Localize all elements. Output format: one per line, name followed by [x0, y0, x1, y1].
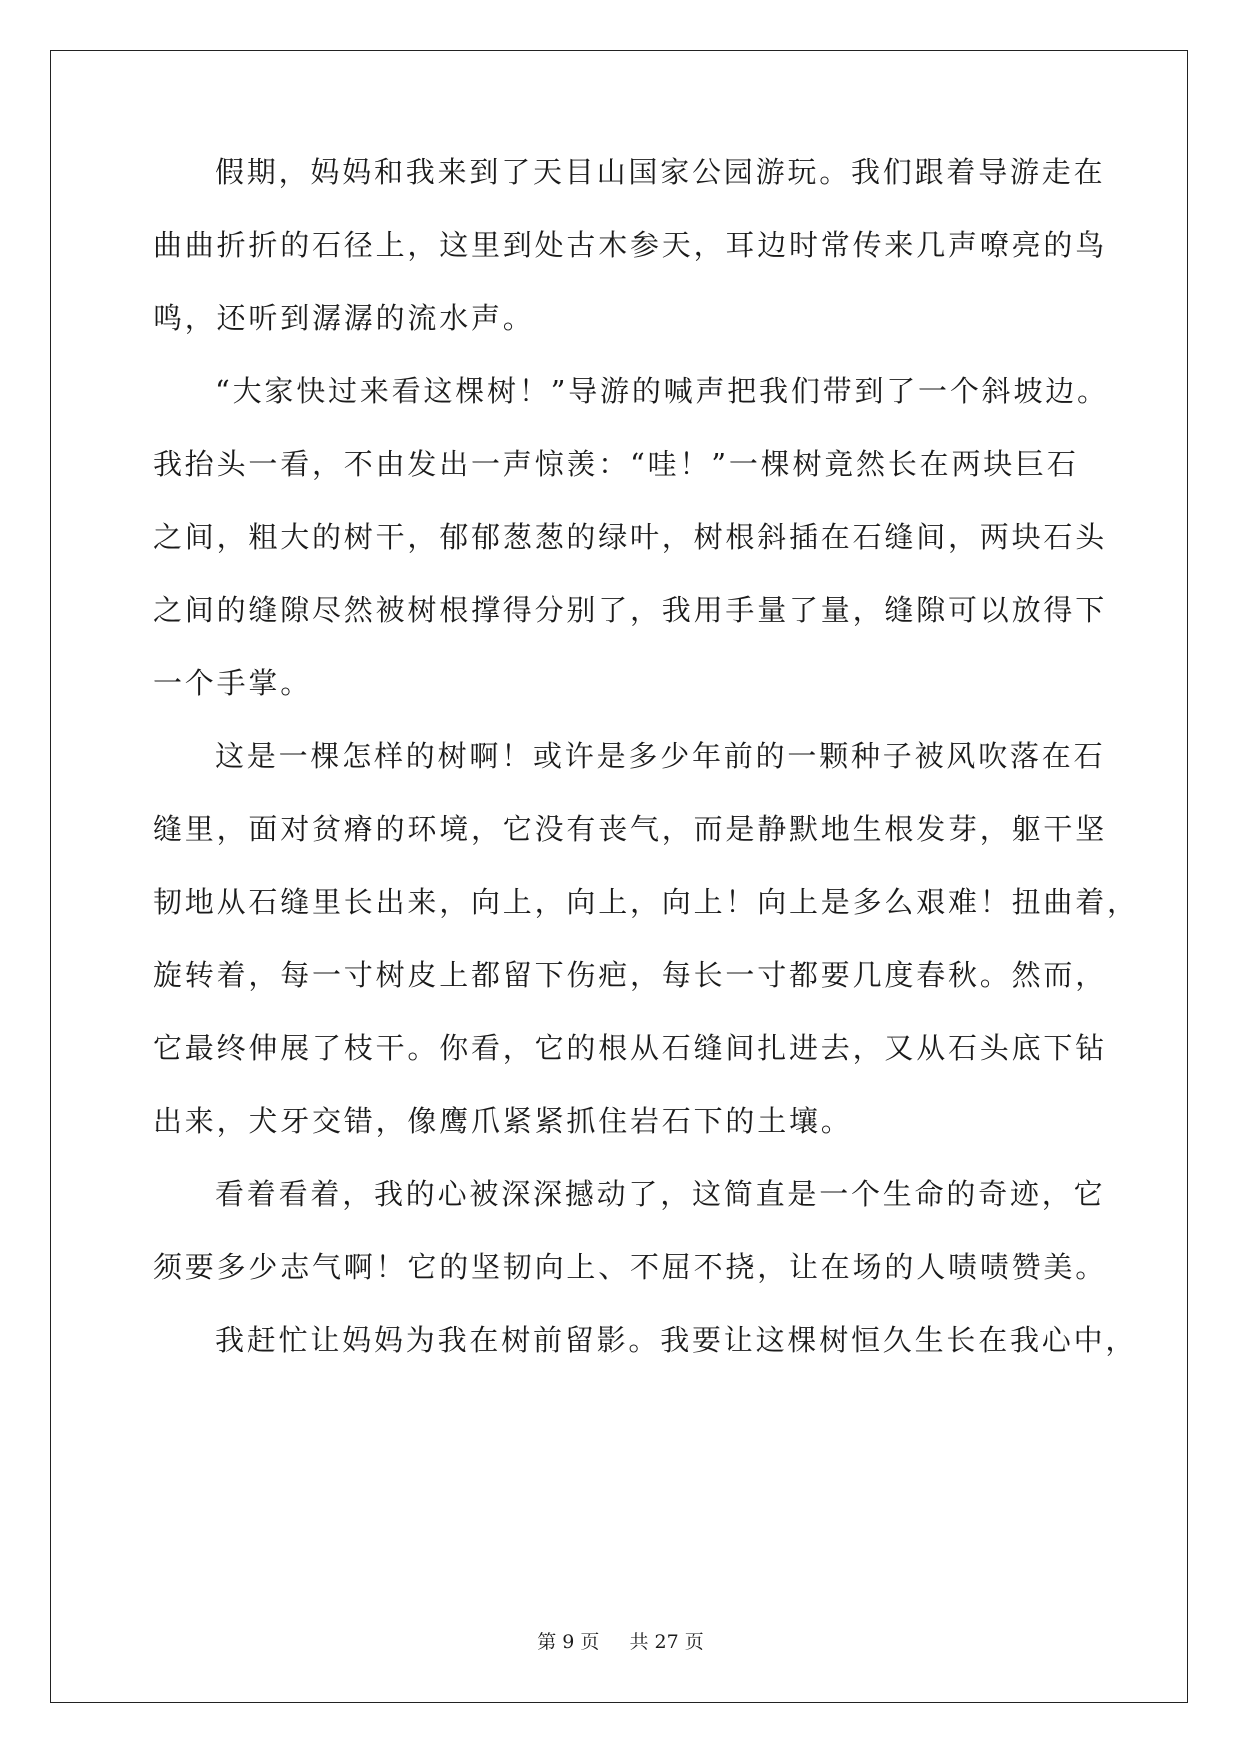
paragraph-line: 假期，妈妈和我来到了天目山国家公园游玩。我们跟着导游走在 [215, 155, 1106, 189]
paragraph-line: 鸣，还听到潺潺的流水声。 [153, 301, 535, 335]
paragraph-line: 看着看着，我的心被深深撼动了，这简直是一个生命的奇迹，它 [215, 1177, 1106, 1211]
page-number: 第 9 页 [537, 1631, 600, 1653]
paragraph-line: 韧地从石缝里长出来，向上，向上，向上！向上是多么艰难！扭曲着， [153, 885, 1139, 919]
paragraph-line: 缝里，面对贫瘠的环境，它没有丧气，而是静默地生根发芽，躯干坚 [153, 812, 1108, 846]
paragraph-line: 这是一棵怎样的树啊！或许是多少年前的一颗种子被风吹落在石 [215, 739, 1106, 773]
paragraph-line: 它最终伸展了枝干。你看，它的根从石缝间扎进去，又从石头底下钻 [153, 1031, 1108, 1065]
paragraph-line: 之间的缝隙尽然被树根撑得分别了，我用手量了量，缝隙可以放得下 [153, 593, 1108, 627]
paragraph-line: 出来，犬牙交错，像鹰爪紧紧抓住岩石下的土壤。 [153, 1104, 853, 1138]
page-total: 共 27 页 [629, 1631, 704, 1653]
paragraph-line: 一个手掌。 [153, 666, 313, 700]
paragraph-line: 须要多少志气啊！它的坚韧向上、不屈不挠，让在场的人啧啧赞美。 [153, 1250, 1108, 1284]
paragraph-line: 曲曲折折的石径上，这里到处古木参天，耳边时常传来几声嘹亮的鸟 [153, 228, 1108, 262]
paragraph-line: 之间，粗大的树干，郁郁葱葱的绿叶，树根斜插在石缝间，两块石头 [153, 520, 1108, 554]
paragraph-line: 我赶忙让妈妈为我在树前留影。我要让这棵树恒久生长在我心中， [215, 1323, 1138, 1357]
page-footer [0, 1630, 1241, 1654]
paragraph-line: 我抬头一看，不由发出一声惊羡：“哇！”一棵树竟然长在两块巨石 [153, 447, 1079, 481]
paragraph-line: 旋转着，每一寸树皮上都留下伤疤，每长一寸都要几度春秋。然而， [153, 958, 1108, 992]
paragraph-line: “大家快过来看这棵树！”导游的喊声把我们带到了一个斜坡边。 [215, 374, 1109, 408]
